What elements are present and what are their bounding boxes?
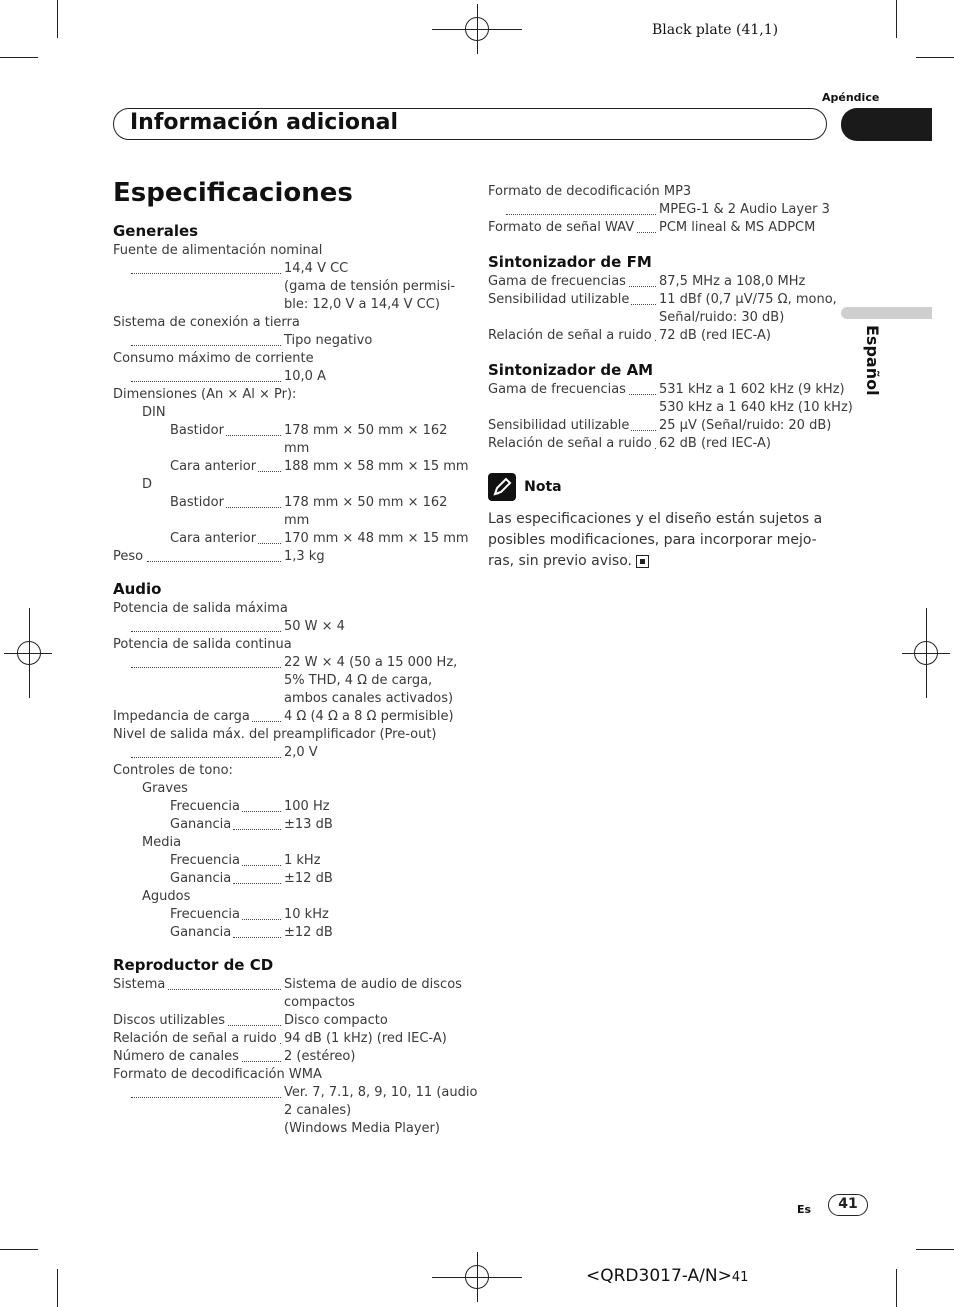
spec-row — [113, 1120, 458, 1138]
right-column — [488, 183, 853, 572]
spec-label: Potencia de salida continua — [113, 637, 292, 652]
note-body: Las especificaciones y el diseño están sujetos a posibles modificaciones, para incorporar mejo- ras, sin previo aviso. — [488, 511, 823, 569]
spec-row — [113, 744, 458, 762]
page-title: Especificaciones — [113, 178, 353, 208]
spec-label: Frecuencia — [170, 799, 240, 814]
spec-row — [113, 260, 458, 278]
spec-value: 62 dB (red IEC-A) — [659, 436, 771, 451]
spec-label: Formato de decodificación MP3 — [488, 184, 692, 199]
spec-label: Cara anterior — [170, 459, 257, 474]
spec-row — [113, 1012, 458, 1030]
spec-value: 87,5 MHz a 108,0 MHz — [659, 274, 806, 289]
spec-row — [113, 332, 458, 350]
spec-value: 72 dB (red IEC-A) — [659, 328, 771, 343]
spec-label: Dimensiones (An × Al × Pr): — [113, 387, 297, 402]
spec-label: Relación de señal a ruido — [488, 328, 652, 343]
crop-mark — [57, 0, 58, 38]
spec-row — [113, 976, 462, 994]
spec-value: 531 kHz a 1 602 kHz (9 kHz) — [659, 382, 845, 397]
dot-leader — [168, 972, 281, 990]
spec-row — [113, 672, 458, 690]
language-tab-bar — [841, 307, 932, 319]
spec-value: Disco compacto — [284, 1013, 388, 1028]
spec-row — [113, 870, 458, 888]
note-header — [488, 473, 833, 503]
dot-leader — [242, 794, 281, 812]
spec-row — [113, 924, 458, 942]
spec-row — [113, 368, 458, 386]
spec-value: 25 µV (Señal/ruido: 20 dB) — [659, 418, 832, 433]
spec-row — [113, 636, 458, 654]
spec-label: Agudos — [142, 889, 191, 904]
spec-value: 94 dB (1 kHz) (red IEC-A) — [284, 1031, 447, 1046]
page-number: 41 — [828, 1194, 868, 1216]
spec-value: mm — [284, 441, 310, 456]
spec-label: Número de canales — [113, 1049, 239, 1064]
spec-value: MPEG-1 & 2 Audio Layer 3 — [659, 202, 830, 217]
spec-label: Ganancia — [170, 925, 232, 940]
spec-row — [113, 888, 458, 906]
cd-heading: Reproductor de CD — [113, 956, 274, 974]
spec-row — [113, 422, 458, 440]
spec-row — [113, 798, 458, 816]
spec-value: 1 kHz — [284, 853, 321, 868]
spec-row — [113, 458, 469, 476]
spec-row — [113, 404, 458, 422]
spec-value: (Windows Media Player) — [284, 1121, 440, 1136]
spec-value: Tipo negativo — [284, 333, 373, 348]
left-column — [113, 220, 478, 1138]
spec-label: Cara anterior — [170, 531, 257, 546]
spec-value: 2,0 V — [284, 745, 318, 760]
spec-row — [113, 350, 458, 368]
audio-heading: Audio — [113, 580, 162, 598]
spec-value: 2 canales) — [284, 1103, 352, 1118]
spec-label: Relación de señal a ruido — [488, 436, 652, 451]
spec-value: mm — [284, 513, 310, 528]
spec-row — [488, 219, 833, 237]
spec-value: 1,3 kg — [284, 549, 325, 564]
spec-row — [488, 273, 833, 291]
spec-label: Gama de frecuencias — [488, 274, 626, 289]
spec-label: Peso — [113, 549, 144, 564]
spec-value: ±13 dB — [284, 817, 333, 832]
spec-row — [488, 309, 833, 327]
dot-leader — [242, 902, 281, 920]
spec-row — [113, 1048, 458, 1066]
spec-value: (gama de tensión permisi- — [284, 279, 456, 294]
note-heading: Nota — [524, 479, 562, 495]
dot-leader — [254, 454, 281, 472]
spec-row — [113, 816, 458, 834]
spec-label: Potencia de salida máxima — [113, 601, 288, 616]
spec-row — [113, 548, 458, 566]
dot-leader — [225, 490, 281, 508]
crop-mark — [57, 1269, 58, 1307]
spec-label: Formato de decodificación WMA — [113, 1067, 322, 1082]
spec-value: ble: 12,0 V a 14,4 V CC) — [284, 297, 440, 312]
lang-code: Es — [797, 1203, 812, 1216]
spec-label: Graves — [142, 781, 188, 796]
spec-label: Fuente de alimentación nominal — [113, 243, 323, 258]
spec-row — [488, 435, 833, 453]
spec-label: Ganancia — [170, 817, 232, 832]
spec-row — [488, 417, 833, 435]
spec-value: 22 W × 4 (50 a 15 000 Hz, — [284, 655, 458, 670]
spec-value: 100 Hz — [284, 799, 330, 814]
spec-value: 178 mm × 50 mm × 162 — [284, 423, 448, 438]
spec-row — [113, 1066, 458, 1084]
spec-label: Frecuencia — [170, 853, 240, 868]
spec-value: 10 kHz — [284, 907, 329, 922]
spec-row — [113, 618, 458, 636]
spec-label: Bastidor — [170, 495, 224, 510]
spec-row — [113, 494, 458, 512]
crop-mark — [896, 1269, 897, 1307]
spec-row — [113, 476, 458, 494]
spec-label — [113, 242, 458, 260]
spec-value: 170 mm × 48 mm × 15 mm — [284, 531, 469, 546]
dot-leader — [254, 526, 281, 544]
spec-value: Ver. 7, 7.1, 8, 9, 10, 11 (audio — [284, 1085, 478, 1100]
spec-value: 11 dBf (0,7 µV/75 Ω, mono, — [659, 292, 837, 307]
spec-row — [488, 327, 833, 345]
spec-label: Consumo máximo de corriente — [113, 351, 314, 366]
spec-row — [113, 296, 458, 314]
spec-value: PCM lineal & MS ADPCM — [659, 220, 816, 235]
spec-row — [113, 852, 458, 870]
end-mark-icon — [636, 555, 649, 568]
spec-row — [113, 834, 458, 852]
dot-leader — [225, 418, 281, 436]
spec-row — [113, 386, 458, 404]
crop-mark — [916, 57, 954, 58]
spec-label: Media — [142, 835, 182, 850]
spec-value: Sistema de audio de discos — [284, 977, 462, 992]
crop-mark — [916, 1249, 954, 1250]
chapter-tab — [841, 108, 932, 141]
spec-value: 10,0 A — [284, 369, 326, 384]
spec-row — [488, 381, 845, 399]
spec-value: 4 Ω (4 Ω a 8 Ω permisible) — [284, 709, 454, 724]
spec-value: 5% THD, 4 Ω de carga, — [284, 673, 433, 688]
spec-row — [113, 314, 458, 332]
fm-heading: Sintonizador de FM — [488, 253, 652, 271]
am-heading: Sintonizador de AM — [488, 361, 654, 379]
spec-row — [113, 1084, 478, 1102]
spec-row — [113, 600, 458, 618]
spec-value: ±12 dB — [284, 871, 333, 886]
dot-leader — [224, 1008, 281, 1026]
spec-label: Bastidor — [170, 423, 224, 438]
spec-row — [488, 399, 853, 417]
doc-code: <QRD3017-A/N>41 — [586, 1266, 749, 1286]
spec-row — [113, 708, 458, 726]
spec-row — [113, 780, 458, 798]
spec-label: Sensibilidad utilizable — [488, 292, 630, 307]
spec-value: ambos canales activados) — [284, 691, 454, 706]
dot-leader — [242, 848, 281, 866]
spec-label: Ganancia — [170, 871, 232, 886]
crop-mark — [0, 1249, 38, 1250]
spec-value: 14,4 V CC — [284, 261, 349, 276]
spec-row — [113, 440, 458, 458]
spec-value: compactos — [284, 995, 355, 1010]
spec-value: 178 mm × 50 mm × 162 — [284, 495, 448, 510]
generales-heading: Generales — [113, 222, 199, 240]
spec-label: Formato de señal WAV — [488, 220, 635, 235]
spec-row — [113, 762, 458, 780]
spec-row — [488, 291, 837, 309]
spec-row — [113, 690, 458, 708]
spec-label: D — [142, 477, 153, 492]
spec-label: Controles de tono: — [113, 763, 233, 778]
spec-label: Sistema — [113, 977, 166, 992]
spec-row — [488, 201, 833, 219]
spec-label: Impedancia de carga — [113, 709, 250, 724]
crop-mark — [896, 0, 897, 38]
spec-label: Gama de frecuencias — [488, 382, 626, 397]
spec-label: Sistema de conexión a tierra — [113, 315, 300, 330]
spec-row — [113, 994, 458, 1012]
crop-mark — [0, 57, 38, 58]
spec-row — [488, 183, 833, 201]
section-title: Información adicional — [130, 110, 399, 135]
spec-value: Señal/ruido: 30 dB) — [659, 310, 785, 325]
spec-label: Relación de señal a ruido — [113, 1031, 277, 1046]
spec-label: Sensibilidad utilizable — [488, 418, 630, 433]
spec-row — [113, 512, 458, 530]
spec-label: DIN — [142, 405, 166, 420]
spec-row — [113, 1102, 458, 1120]
language-tab: Español — [863, 325, 882, 396]
spec-label: Frecuencia — [170, 907, 240, 922]
spec-label: Nivel de salida máx. del preamplificador (Pre-out) — [113, 727, 437, 742]
spec-value: ±12 dB — [284, 925, 333, 940]
spec-row — [113, 1030, 458, 1048]
spec-row — [113, 906, 458, 924]
spec-label: Discos utilizables — [113, 1013, 225, 1028]
spec-value: 530 kHz a 1 640 kHz (10 kHz) — [659, 400, 853, 415]
spec-row — [113, 278, 458, 296]
spec-row — [113, 654, 458, 672]
spec-value: 50 W × 4 — [284, 619, 345, 634]
plate-label: Black plate (41,1) — [652, 22, 779, 38]
spec-value: 2 (estéreo) — [284, 1049, 356, 1064]
spec-row — [113, 726, 458, 744]
note-pencil-icon — [488, 473, 516, 501]
running-head: Apéndice — [822, 91, 880, 104]
spec-value: 188 mm × 58 mm × 15 mm — [284, 459, 469, 474]
